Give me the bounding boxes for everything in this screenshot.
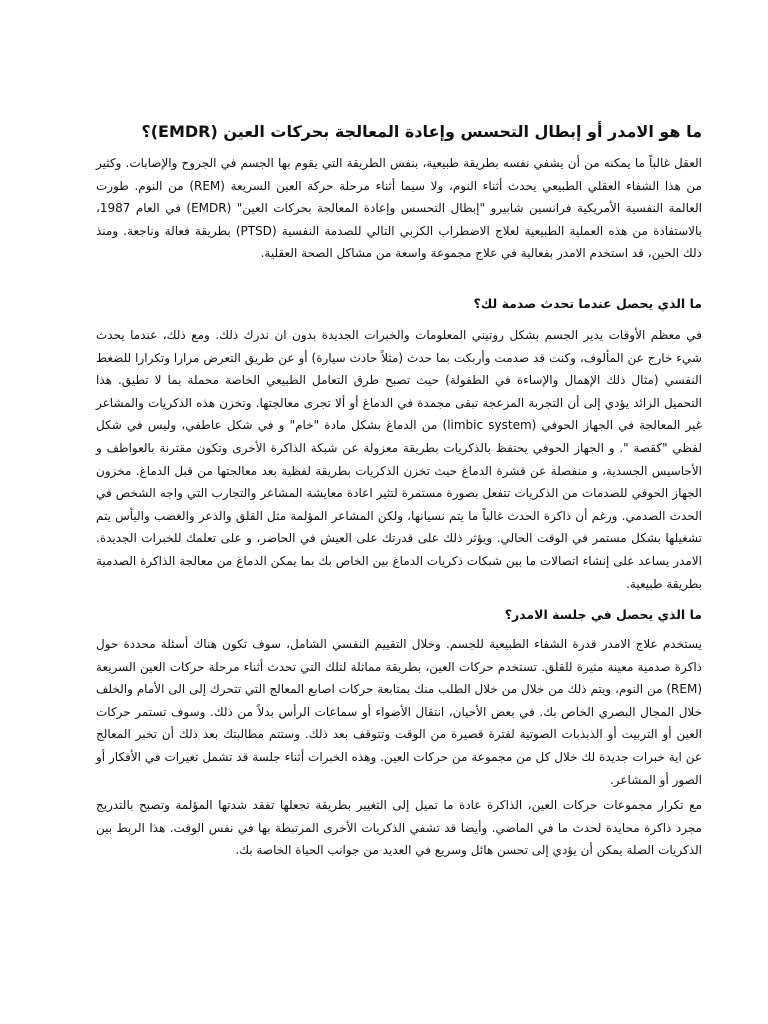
intro-paragraph: العقل غالباً ما يمكنه من أن يشفي نفسه بطريقة طبيعية، بنفس الطريقة التي يقوم بها الجسم في الجروح والإصابات. وكثير من هذا الشفاء العقلي الطبيعي يحدث أثناء النوم، ولا سيما أثناء مرحلة حركة العين السريعة (REM) من النوم. طورت العالمة النفسية الأمريكية فرانسين شابيرو "إبطال التحسس وإعادة المعالجة بحركات العين" (EMDR) في العام 1987، بالاستفادة من هذه العملية الطبيعية لعلاج الاضطراب الكربي التالي للصدمة النفسية (PTSD) بطريقة فعالة وناجعة. ومنذ ذلك الحين، قد استخدم الامدر بفعالية في علاج مجموعة واسعة من مشاكل الصحة العقلية. [96,156,702,261]
section-body-trauma: في معظم الأوقات يدير الجسم بشكل روتيني المعلومات والخبرات الجديدة بدون ان ندرك ذلك. ومع ذلك، عندما يحدث شيء خارج عن المألوف، وكنت قد صدمت وأربكت بما حدث (مثلاً حادث سيارة) أو عن طريق التعرض مرارا وتكرارا للضغط النفسي (مثال ذلك الإهمال والإساءة في الطفولة) حيث تصبح طرق التعامل الطبيعي الخاصة محملة بما لا تطيق. هذا التحميل الزائد يؤدي إلى أن التجربة المزعجة تبقى مجمدة في الدماغ أو ألا تجرى معالجتها. وتخزن هذه الذكريات والمشاعر غير المعالجة في الجهاز الحوفي (limbic system) من الدماغ بشكل مادة "خام" و في شكل عاطفي، وليس في شكل لفظي "كقصة ". و الجهاز الحوفي يحتفظ بالذكريات بطريقة معزولة عن شبكة الذاكرة الأخرى وتكون مقترنة بالعواطف و الأحاسيس الجسدية، و منفصلة عن قشرة الدماغ حيث تخزن الذكريات بطريقة لفظية بعد معالجتها من قبل الدماغ. مخزون الجهاز الحوفي للصدمات من الذكريات تتفعل بصورة مستمرة لتثير اعادة معايشة المشاعر والتجارب التي واجه الشخص في الحدث الصدمي. ورغم أن ذاكرة الحدث غالباً ما يتم نسيانها، ولكن المشاعر المؤلمة مثل القلق والذعر والغضب واليأس يتم تشغيلها بشكل مستمر في الوقت الحالي. ويؤثر ذلك على قدرتك على العيش في الحاضر، و على تعلمك للخبرات الجديدة. الامدر يساعد على إنشاء اتصالات ما بين شبكات ذكريات الدماغ بين الخاص بك بما يمكن الدماغ من معالجة الذاكرة الصدمية بطريقة طبيعية. [96,328,702,591]
page-title: ما هو الامدر أو إبطال التحسس وإعادة المعالجة بحركات العين (EMDR)؟ [141,122,702,141]
section-body-session-continued: مع تكرار مجموعات حركات العين، الذاكرة عادة ما تميل إلى التغيير بطريقة تجعلها تفقد شدتها المؤلمة وتصبح بالتدريج مجرد ذاكرة محايدة لحدث ما في الماضي. وأيضا قد تشفي الذكريات الأخرى المرتبطة بها في نفس الوقت. هذا الربط بين الذكريات الصلة يمكن أن يؤدي إلى تحسن هائل وسريع في العديد من جوانب الحياة الخاصة بك. [96,798,702,858]
section-heading-session: ما الذي يحصل في جلسة الامدر؟ [504,607,702,622]
section-body-session: يستخدم علاج الامدر قدرة الشفاء الطبيعية للجسم. وخلال التقييم النفسي الشامل، سوف تكون هناك أسئلة محددة حول ذاكرة صدمية معينة مثيرة للقلق. تستخدم حركات العين، بطريقة مماثلة لتلك التي تحدث أثناء مرحلة حركات العين السريعة (REM) من النوم، ويتم ذلك من خلال من خلال الطلب منك بمتابعة حركات اصابع المعالج التي تتحرك إلى الى الأمام والخلف خلال المجال البصري الخاص بك. في بعض الأحيان، انتقال الأضواء أو سماعات الرأس بدلاً من ذلك. وسوف تستمر حركات العين أو التربيت أو الذبذبات الصوتية لفترة قصيرة من الوقت وتتوقف بعد ذلك. وستتم مطالبتك بعد ذلك أن تخبر المعالج عن اية خبرات جديدة لك خلال كل من مجموعة من حركات العين. وهذه الخبرات أثناء جلسة قد تشمل تغيرات في الأفكار أو الصور أو المشاعر. [96,637,702,787]
section-heading-trauma: ما الذي يحصل عندما تحدث صدمة لك؟ [473,296,702,311]
